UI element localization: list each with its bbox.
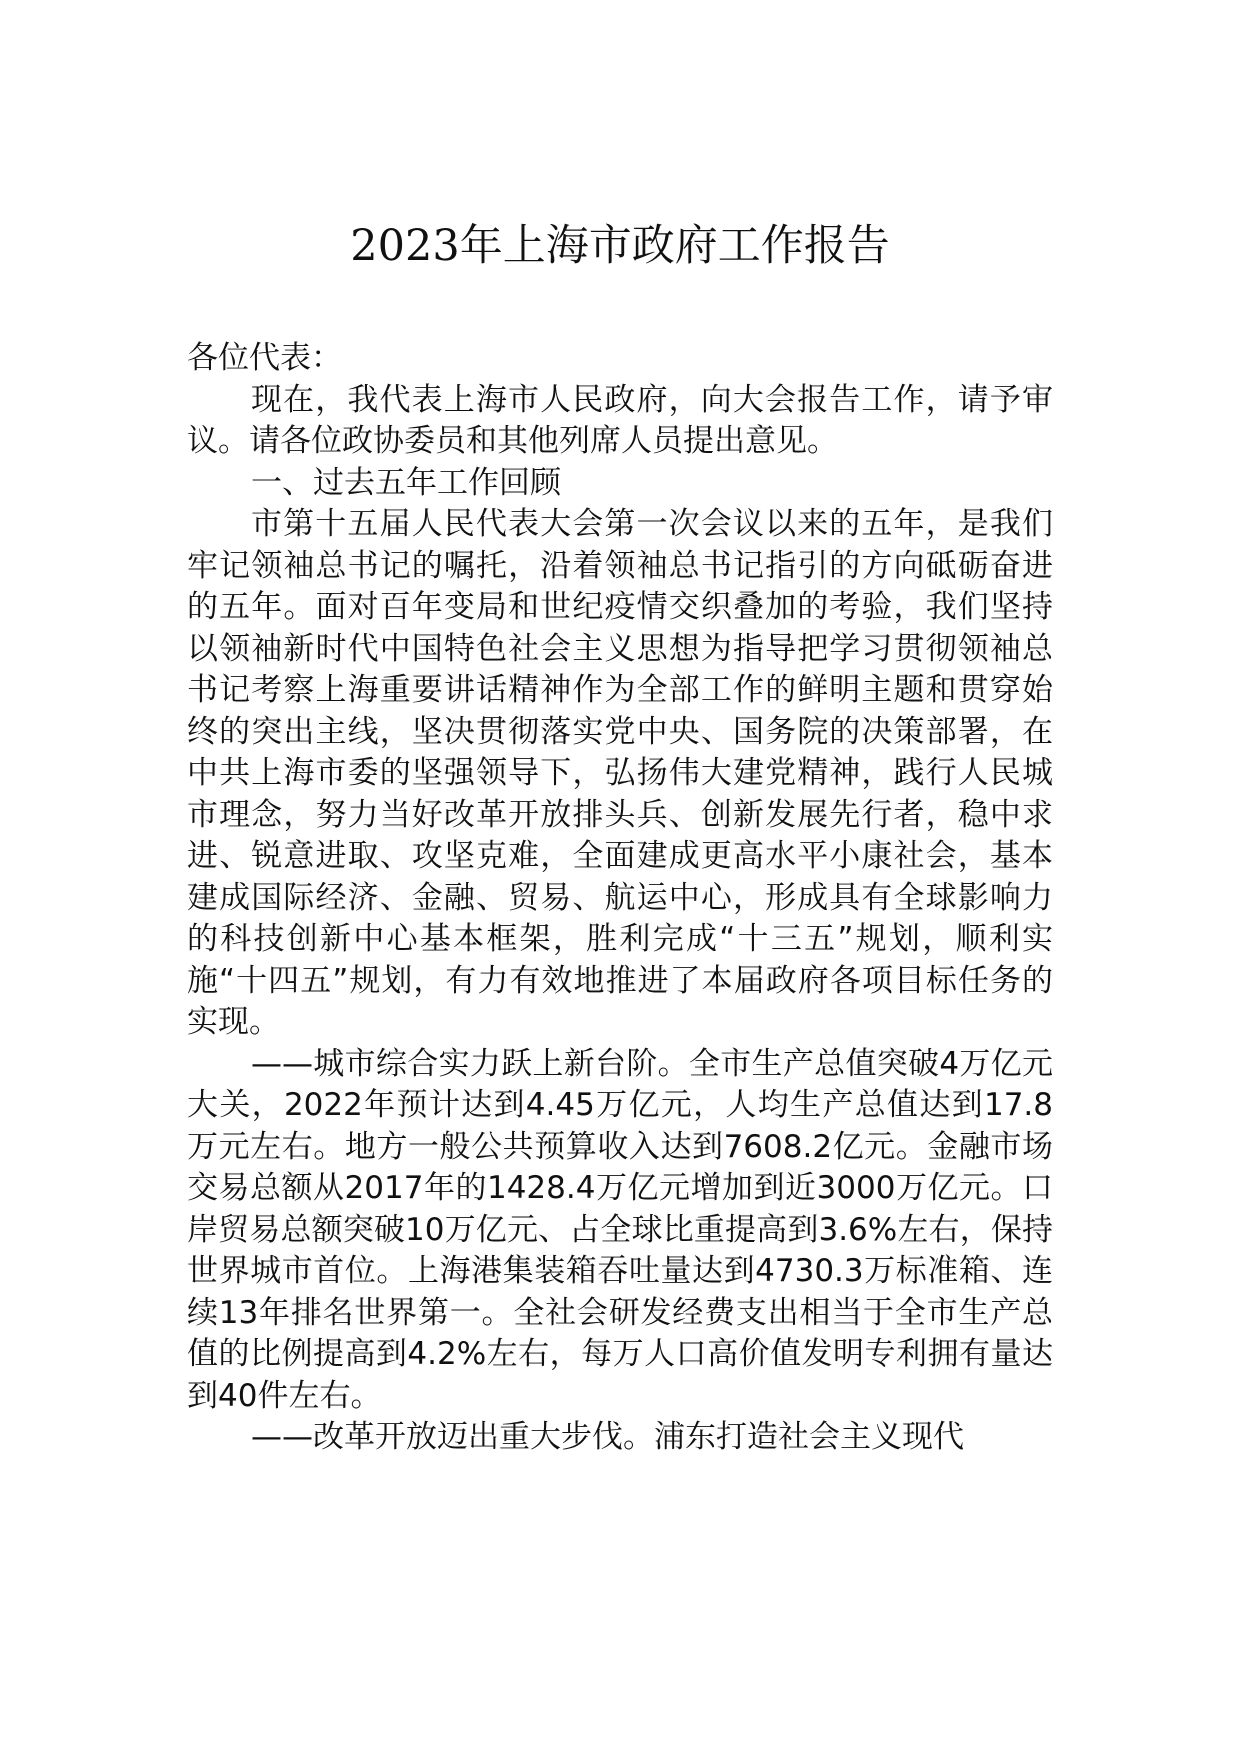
paragraph: ——改革开放迈出重大步伐。浦东打造社会主义现代	[251, 1419, 964, 1455]
section-heading: 一、过去五年工作回顾	[251, 464, 561, 501]
paragraph: ——城市综合实力跃上新台阶。全市生产总值突破4万亿元大关，2022年预计达到4.45万亿元，人均生产总值达到17.8万元左右。地方一般公共预算收入达到7608.2亿元。金融市场交易总额从2017年的1428.4万亿元增加到近3000万亿元。口岸贸易总额突破10万亿元、占全球比重提高到3.6%左右，保持世界城市首位。上海港集装箱吞吐量达到4730.3万标准箱、连续13年排名世界第一。全社会研发经费支出相当于全市生产总值的比例提高到4.2%左右，每万人口高价值发明专利拥有量达到40件左右。	[187, 1045, 1053, 1414]
paragraph: 市第十五届人民代表大会第一次会议以来的五年，是我们牢记领袖总书记的嘱托，沿着领袖总书记指引的方向砥砺奋进的五年。面对百年变局和世纪疫情交织叠加的考验，我们坚持以领袖新时代中国特色社会主义思想为指导把学习贯彻领袖总书记考察上海重要讲话精神作为全部工作的鲜明主题和贯穿始终的突出主线，坚决贯彻落实党中央、国务院的决策部署，在中共上海市委的坚强领导下，弘扬伟大建党精神，践行人民城市理念，努力当好改革开放排头兵、创新发展先行者，稳中求进、锐意进取、攻坚克难，全面建成更高水平小康社会，基本建成国际经济、金融、贸易、航运中心，形成具有全球影响力的科技创新中心基本框架，胜利完成“十三五”规划，顺利实施“十四五”规划，有力有效地推进了本届政府各项目标任务的实现。	[187, 506, 1053, 1040]
document-body	[187, 338, 1053, 1459]
document-title: 2023年上海市政府工作报告	[350, 221, 890, 271]
paragraph: 现在，我代表上海市人民政府，向大会报告工作，请予审议。请各位政协委员和其他列席人员提出意见。	[187, 381, 1053, 459]
salutation: 各位代表：	[187, 340, 342, 376]
